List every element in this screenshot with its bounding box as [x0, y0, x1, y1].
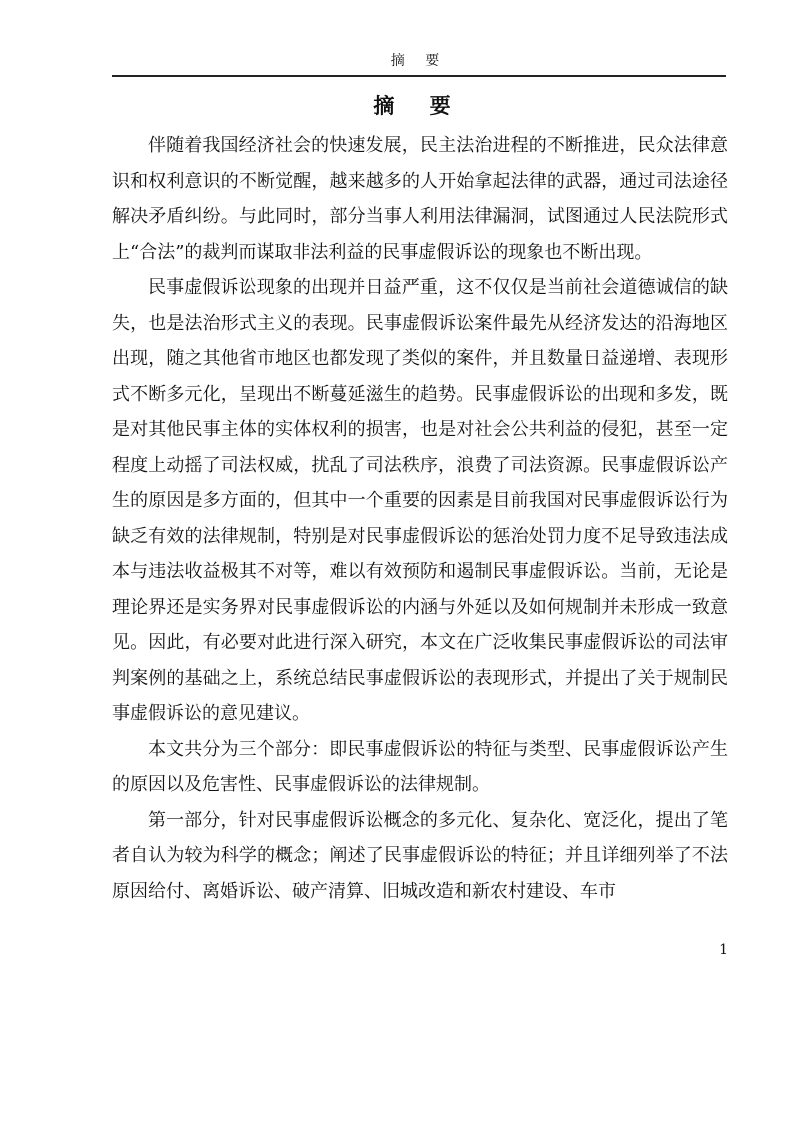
abstract-body — [112, 128, 728, 909]
page-title: 摘 要 — [373, 93, 465, 118]
paragraph-3: 本文共分为三个部分：即民事虚假诉讼的特征与类型、民事虚假诉讼产生的原因以及危害性、民事虚假诉讼的法律规制。 — [112, 738, 728, 795]
running-header — [112, 48, 726, 77]
paragraph-4: 第一部分，针对民事虚假诉讼概念的多元化、复杂化、宽泛化，提出了笔者自认为较为科学的概念；阐述了民事虚假诉讼的特征；并且详细列举了不法原因给付、离婚诉讼、破产清算、旧城改造和新农村建设、车市 — [112, 809, 728, 902]
paragraph-1: 伴随着我国经济社会的快速发展，民主法治进程的不断推进，民众法律意识和权利意识的不断觉醒，越来越多的人开始拿起法律的武器，通过司法途径解决矛盾纠纷。与此同时，部分当事人利用法律漏洞，试图通过人民法院形式上“合法”的裁判而谋取非法利益的民事虚假诉讼的现象也不断出现。 — [112, 135, 728, 263]
page-number: 1 — [719, 942, 728, 958]
paragraph-2: 民事虚假诉讼现象的出现并日益严重，这不仅仅是当前社会道德诚信的缺失，也是法治形式主义的表现。民事虚假诉讼案件最先从经济发达的沿海地区出现，随之其他省市地区也都发现了类似的案件，并且数量日益递增、表现形式不断多元化，呈现出不断蔓延滋生的趋势。民事虚假诉讼的出现和多发，既是对其他民事主体的实体权利的损害，也是对社会公共利益的侵犯，甚至一定程度上动摇了司法权威，扰乱了司法秩序，浪费了司法资源。民事虚假诉讼产生的原因是多方面的，但其中一个重要的因素是目前我国对民事虚假诉讼行为缺乏有效的法律规制，特别是对民事虚假诉讼的惩治处罚力度不足导致违法成本与违法收益极其不对等，难以有效预防和遏制民事虚假诉讼。当前，无论是理论界还是实务界对民事虚假诉讼的内涵与外延以及如何规制并未形成一致意见。因此，有必要对此进行深入研究，本文在广泛收集民事虚假诉讼的司法审判案例的基础之上，系统总结民事虚假诉讼的表现形式，并提出了关于规制民事虚假诉讼的意见建议。 — [112, 277, 728, 724]
running-header-title: 摘 要 — [390, 53, 448, 69]
